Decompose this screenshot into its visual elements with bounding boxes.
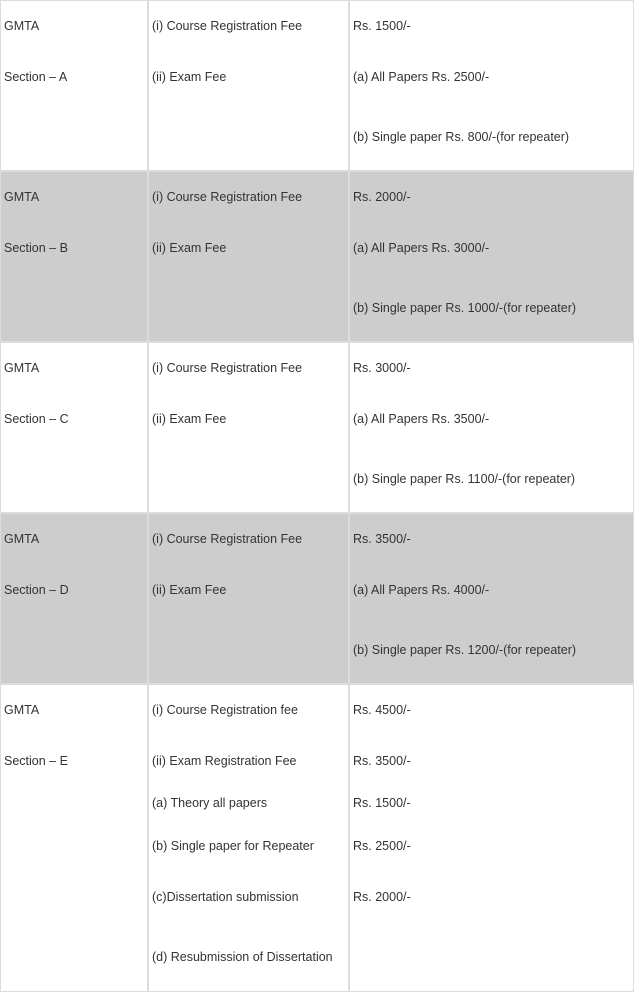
fee-item: (d) Resubmission of Dissertation: [152, 950, 333, 964]
fee-amount: Rs. 3000/-: [353, 361, 411, 375]
fee-item-cell: [148, 0, 349, 171]
fee-amount: Rs. 3500/-: [353, 532, 411, 546]
section-name: Section – E: [4, 754, 68, 768]
fee-item: (i) Course Registration Fee: [152, 361, 303, 375]
fee-item: (i) Course Registration Fee: [152, 532, 303, 546]
fee-item: (i) Course Registration Fee: [152, 190, 303, 204]
fee-item: (ii) Exam Fee: [152, 412, 227, 426]
program-cell: [0, 342, 148, 513]
program-name: GMTA: [4, 190, 40, 204]
program-cell: [0, 171, 148, 342]
fee-amount-cell: [349, 513, 634, 684]
fee-amount: Rs. 1500/-: [353, 796, 411, 810]
fee-amount: Rs. 2000/-: [353, 890, 411, 904]
program-name: GMTA: [4, 703, 40, 717]
program-name: GMTA: [4, 361, 40, 375]
fee-amount: Rs. 3500/-: [353, 754, 411, 768]
fee-amount: (a) All Papers Rs. 2500/-: [353, 70, 490, 84]
fee-amount-cell: [349, 171, 634, 342]
fee-amount: (a) All Papers Rs. 4000/-: [353, 583, 490, 597]
fee-amount-cell: [349, 684, 634, 992]
fee-amount-cell: [349, 0, 634, 171]
table-row: [0, 513, 634, 684]
fee-item: (ii) Exam Registration Fee: [152, 754, 297, 768]
fee-item-cell: [148, 342, 349, 513]
fee-amount-cell: [349, 342, 634, 513]
section-name: Section – A: [4, 70, 68, 84]
fee-amount: Rs. 2000/-: [353, 190, 411, 204]
table-row: [0, 0, 634, 171]
section-name: Section – C: [4, 412, 69, 426]
fee-item: (b) Single paper for Repeater: [152, 839, 314, 853]
fee-item-cell: [148, 171, 349, 342]
section-name: Section – B: [4, 241, 68, 255]
fee-item: (i) Course Registration fee: [152, 703, 298, 717]
fee-amount: (a) All Papers Rs. 3000/-: [353, 241, 490, 255]
table-row: [0, 171, 634, 342]
table-row: [0, 684, 634, 992]
program-name: GMTA: [4, 532, 40, 546]
program-cell: [0, 0, 148, 171]
program-cell: [0, 513, 148, 684]
fee-amount: (b) Single paper Rs. 1000/-(for repeater): [353, 301, 577, 315]
fee-amount: Rs. 1500/-: [353, 19, 411, 33]
fee-amount: Rs. 2500/-: [353, 839, 411, 853]
fee-amount: Rs. 4500/-: [353, 703, 411, 717]
fee-item: (ii) Exam Fee: [152, 70, 227, 84]
fee-item: (i) Course Registration Fee: [152, 19, 303, 33]
fee-item: (c)Dissertation submission: [152, 890, 299, 904]
fee-amount: (b) Single paper Rs. 1200/-(for repeater): [353, 643, 577, 657]
program-cell: [0, 684, 148, 992]
section-name: Section – D: [4, 583, 69, 597]
table-row: [0, 342, 634, 513]
fee-amount: (b) Single paper Rs. 800/-(for repeater): [353, 130, 570, 144]
fee-amount: (b) Single paper Rs. 1100/-(for repeater): [353, 472, 576, 486]
fee-item-cell: [148, 684, 349, 992]
fee-item: (ii) Exam Fee: [152, 241, 227, 255]
fee-amount: (a) All Papers Rs. 3500/-: [353, 412, 490, 426]
fee-item-cell: [148, 513, 349, 684]
fee-item: (ii) Exam Fee: [152, 583, 227, 597]
fee-item: (a) Theory all papers: [152, 796, 268, 810]
program-name: GMTA: [4, 19, 40, 33]
